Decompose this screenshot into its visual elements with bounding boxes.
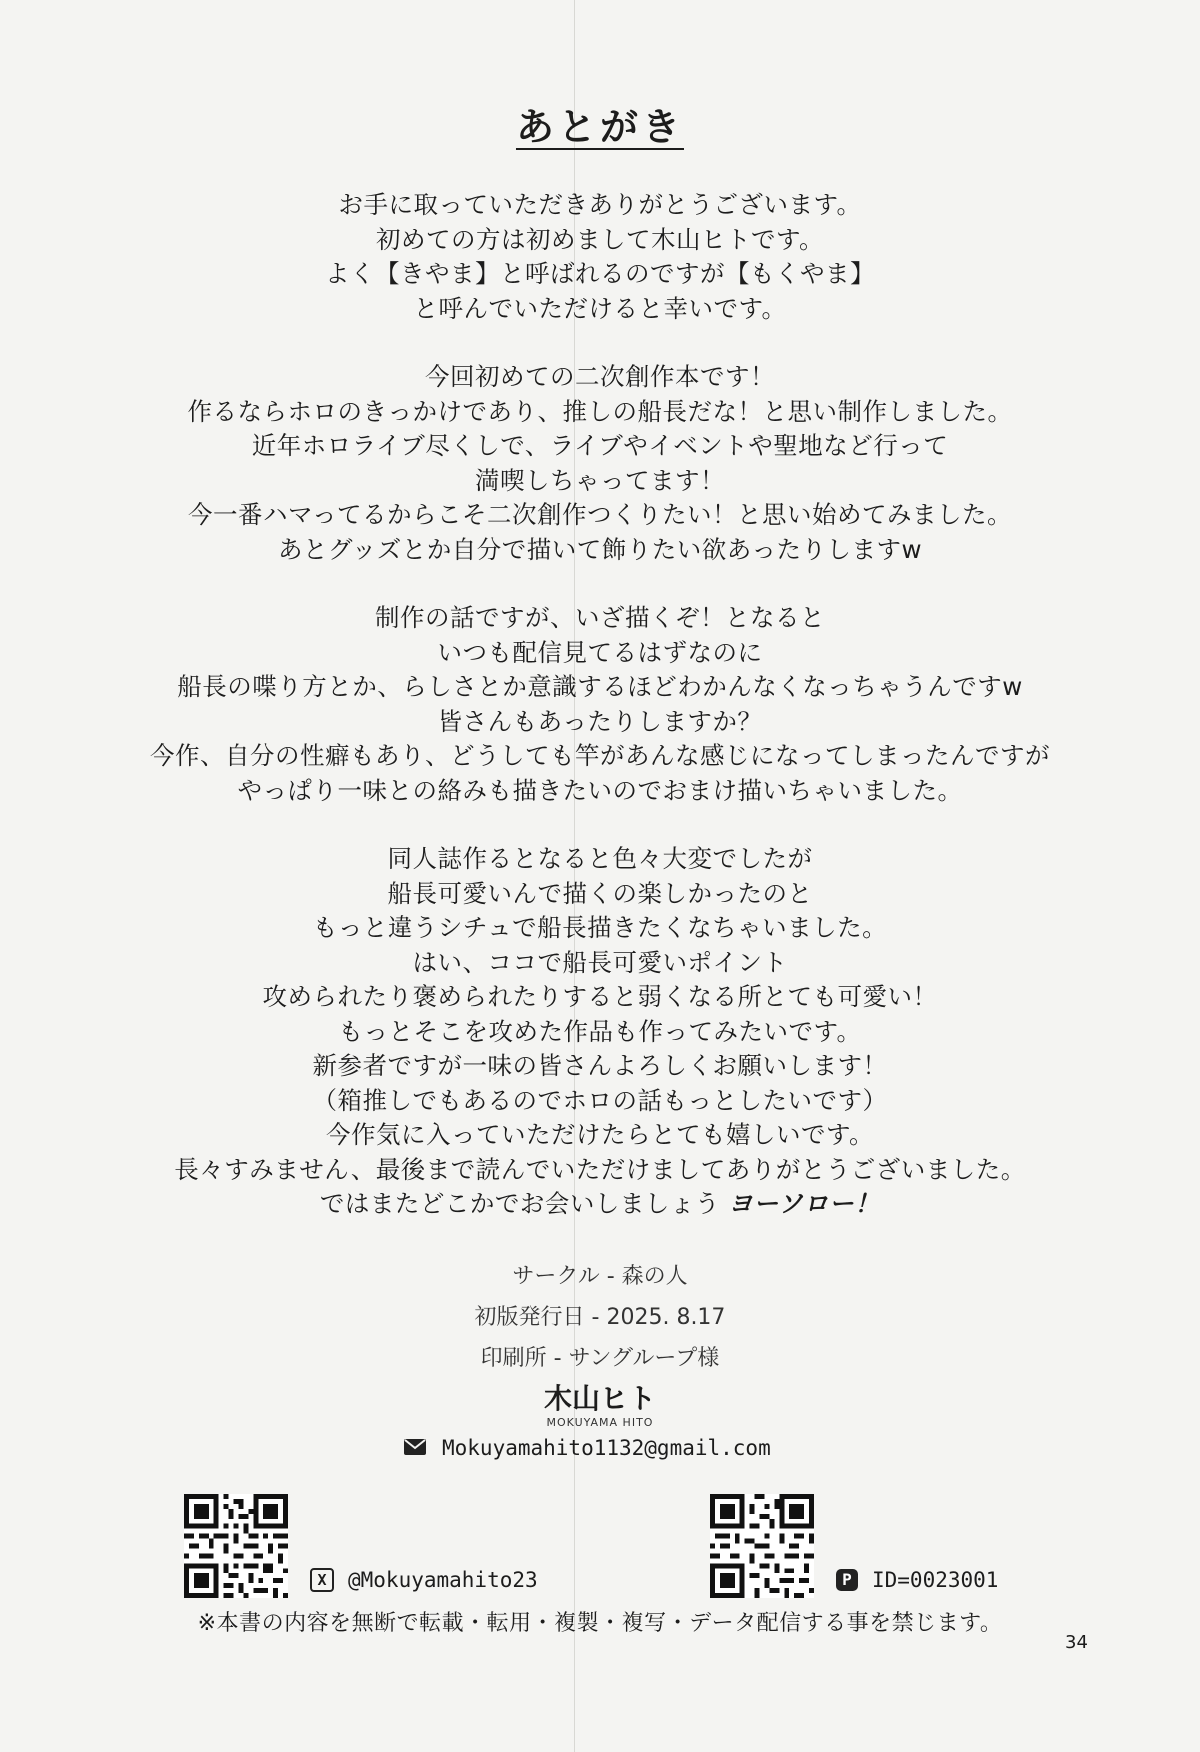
page-title: あとがき — [515, 105, 684, 149]
x-qr-code[interactable] — [184, 1494, 288, 1598]
text-line: お手に取っていただきありがとうございます。 — [338, 190, 862, 219]
colophon — [0, 1256, 1200, 1379]
text-line: と呼んでいただけると幸いです。 — [413, 293, 787, 323]
text-line: やっぱり一味との絡みも描きたいのでおまけ描いちゃいました。 — [237, 775, 963, 805]
x-account-row — [310, 1568, 538, 1592]
pixiv-qr-code[interactable] — [710, 1494, 814, 1598]
first-edition-date: 初版発行日 - 2025. 8.17 — [474, 1305, 726, 1330]
closing-text: ではまたどこかでお会いしましょう — [319, 1189, 720, 1218]
email-row — [404, 1432, 771, 1464]
pixiv-logo-icon: P — [836, 1569, 858, 1591]
x-logo-icon: X — [310, 1568, 334, 1592]
paragraph-production — [0, 601, 1200, 808]
text-line: はい、ココで船長可愛いポイント — [412, 947, 788, 977]
text-line: 新参者ですが一味の皆さんよろしくお願いします！ — [312, 1051, 888, 1080]
paragraph-closing — [0, 842, 1200, 1222]
text-line: 同人誌作るとなると色々大変でしたが — [387, 844, 813, 873]
pixiv-account-row — [836, 1568, 998, 1592]
text-line: もっとそこを攻めた作品も作ってみたいです。 — [338, 1016, 862, 1046]
text-line: 今作、自分の性癖もあり、どうしても竿があんな感じになってしまったんですが — [150, 741, 1050, 770]
text-line: 皆さんもあったりしますか？ — [437, 706, 763, 736]
text-line: 今作気に入っていただけたらとても嬉しいです。 — [325, 1120, 875, 1149]
pixiv-id[interactable]: ID=0023001 — [872, 1568, 999, 1592]
x-handle[interactable]: @Mokuyamahito23 — [348, 1568, 538, 1592]
text-line: よく【きやま】と呼ばれるのですが【もくやま】 — [325, 259, 875, 288]
text-line: 作るならホロのきっかけであり、推しの船長だな！と思い制作しました。 — [187, 396, 1013, 426]
text-line: 制作の話ですが、いざ描くぞ！となると — [375, 603, 825, 632]
text-line: 初めての方は初めまして木山ヒトです。 — [375, 224, 825, 254]
author-name: 木山ヒト — [543, 1382, 656, 1415]
author-block — [0, 1382, 1200, 1430]
closing-line — [0, 1187, 1200, 1222]
text-line: あとグッズとか自分で描いて飾りたい欲あったりしますw — [277, 534, 923, 564]
text-line: 船長可愛いんで描くの楽しかったのと — [387, 878, 813, 908]
text-line: 今回初めての二次創作本です！ — [425, 362, 775, 391]
text-line: 今一番ハマってるからこそ二次創作つくりたい！と思い始めてみました。 — [187, 500, 1013, 529]
text-line: もっと違うシチュで船長描きたくなちゃいました。 — [312, 913, 888, 942]
afterword-body — [0, 188, 1200, 1256]
page-number: 34 — [1065, 1632, 1088, 1653]
printer-name: 印刷所 - サングループ様 — [480, 1346, 720, 1371]
yousoro-stylized-text: ヨーソロー！ — [728, 1189, 881, 1218]
paragraph-greeting — [0, 188, 1200, 326]
text-line: いつも配信見てるはずなのに — [437, 637, 763, 667]
circle-name: サークル - 森の人 — [512, 1264, 688, 1289]
text-line: 長々すみません、最後まで読んでいただけましてありがとうございました。 — [174, 1154, 1026, 1184]
email-address[interactable]: Mokuyamahito1132@gmail.com — [442, 1436, 771, 1460]
copyright-notice: ※本書の内容を無断で転載・転用・複製・複写・データ配信する事を禁じます。 — [197, 1611, 1003, 1636]
text-line: 満喫しちゃってます！ — [475, 465, 725, 495]
text-line: （箱推しでもあるのでホロの話もっとしたいです） — [312, 1085, 888, 1115]
text-line: 近年ホロライブ尽くしで、ライブやイベントや聖地など行って — [251, 431, 949, 460]
author-romanized: MOKUYAMA HITO — [546, 1416, 654, 1429]
envelope-icon — [404, 1436, 426, 1460]
text-line: 攻められたり褒められたりすると弱くなる所とても可愛い！ — [262, 982, 938, 1011]
text-line: 船長の喋り方とか、らしさとか意識するほどわかんなくなっちゃうんですw — [177, 672, 1023, 701]
paragraph-motivation — [0, 360, 1200, 567]
